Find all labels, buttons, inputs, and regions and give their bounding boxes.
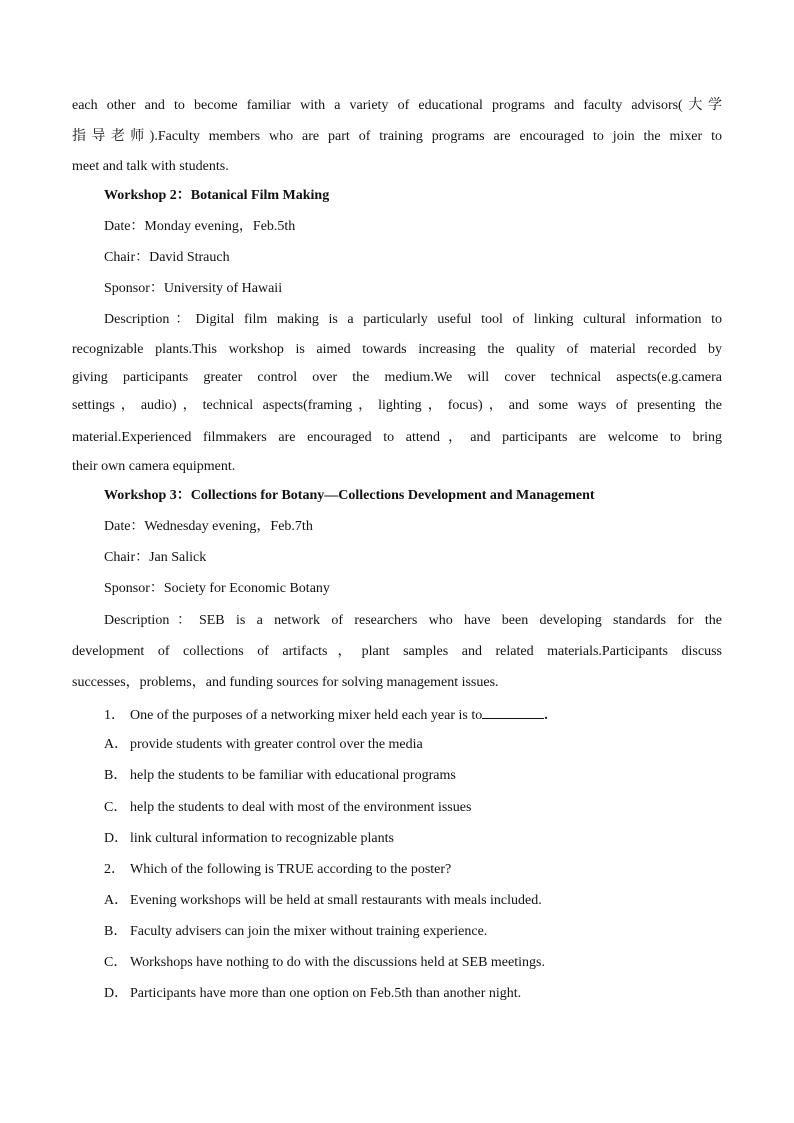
workshop3-desc-line-2: development of collections of artifacts，plant samples and related materials.Participants discuss: [72, 644, 722, 659]
workshop2-desc-line-6: their own camera equipment.: [72, 459, 236, 474]
question-number: 1．: [104, 708, 125, 723]
workshop3-sponsor: Sponsor：Society for Economic Botany: [104, 581, 330, 596]
option-text: Participants have more than one option on Feb.5th than another night.: [130, 986, 522, 1001]
workshop3-chair: Chair：Jan Salick: [104, 550, 207, 565]
question-2: [104, 860, 722, 880]
workshop2-chair: Chair：David Strauch: [104, 250, 230, 265]
question-1-option-d[interactable]: [104, 829, 722, 849]
answer-blank[interactable]: [482, 704, 544, 719]
question-stem: Which of the following is TRUE according to the poster?: [130, 862, 452, 877]
question-1-option-b[interactable]: [104, 766, 722, 786]
option-text: Evening workshops will be held at small restaurants with meals included.: [130, 893, 542, 908]
workshop2-desc-line-2: recognizable plants.This workshop is aimed towards increasing the quality of material recorded by: [72, 342, 722, 357]
question-number: 2．: [104, 862, 125, 877]
option-text: help the students to deal with most of the environment issues: [130, 800, 472, 815]
question-2-option-d[interactable]: [104, 984, 722, 1004]
option-text: help the students to be familiar with educational programs: [130, 768, 456, 783]
option-letter: D．: [104, 986, 129, 1001]
question-stem: One of the purposes of a networking mixer held each year is to: [130, 708, 483, 723]
option-text: link cultural information to recognizable plants: [130, 831, 394, 846]
question-2-option-b[interactable]: [104, 922, 722, 942]
option-letter: B．: [104, 924, 128, 939]
workshop2-desc-line-3: giving participants greater control over the medium.We will cover technical aspects(e.g.camera: [72, 370, 722, 385]
option-text: Faculty advisers can join the mixer without training experience.: [130, 924, 488, 939]
workshop3-desc-line-1: Description：SEB is a network of researchers who have been developing standards for the: [104, 613, 722, 628]
question-2-option-c[interactable]: [104, 953, 722, 973]
intro-line-3: meet and talk with students.: [72, 159, 229, 174]
intro-line-1: each other and to become familiar with a variety of educational programs and faculty advisors(大学: [72, 98, 722, 113]
workshop2-desc-line-5: material.Experienced filmmakers are encouraged to attend，and participants are welcome to bring: [72, 430, 722, 445]
option-text: Workshops have nothing to do with the discussions held at SEB meetings.: [130, 955, 545, 970]
workshop3-desc-line-3: successes，problems，and funding sources for solving management issues.: [72, 675, 499, 690]
question-1-option-c[interactable]: [104, 798, 722, 818]
workshop2-sponsor: Sponsor：University of Hawaii: [104, 281, 283, 296]
workshop2-date: Date：Monday evening，Feb.5th: [104, 219, 296, 234]
intro-line-2: 指导老师).Faculty members who are part of training programs are encouraged to join the mixer to: [72, 129, 722, 144]
workshop2-title: Workshop 2：Botanical Film Making: [104, 188, 330, 203]
option-letter: C．: [104, 955, 128, 970]
option-letter: A．: [104, 737, 129, 752]
option-text: provide students with greater control over the media: [130, 737, 423, 752]
option-letter: B．: [104, 768, 128, 783]
question-1-option-a[interactable]: [104, 735, 722, 755]
question-end-punct: .: [544, 708, 548, 723]
option-letter: C．: [104, 800, 128, 815]
workshop3-title: Workshop 3：Collections for Botany—Collections Development and Management: [104, 488, 595, 503]
question-1: [104, 704, 722, 724]
workshop3-date: Date：Wednesday evening，Feb.7th: [104, 519, 313, 534]
question-2-option-a[interactable]: [104, 891, 722, 911]
option-letter: A．: [104, 893, 129, 908]
option-letter: D．: [104, 831, 129, 846]
workshop2-desc-line-1: Description：Digital film making is a particularly useful tool of linking cultural information to: [104, 312, 722, 327]
workshop2-desc-line-4: settings，audio)，technical aspects(framing，lighting，focus)，and some ways of presenting the: [72, 398, 722, 413]
